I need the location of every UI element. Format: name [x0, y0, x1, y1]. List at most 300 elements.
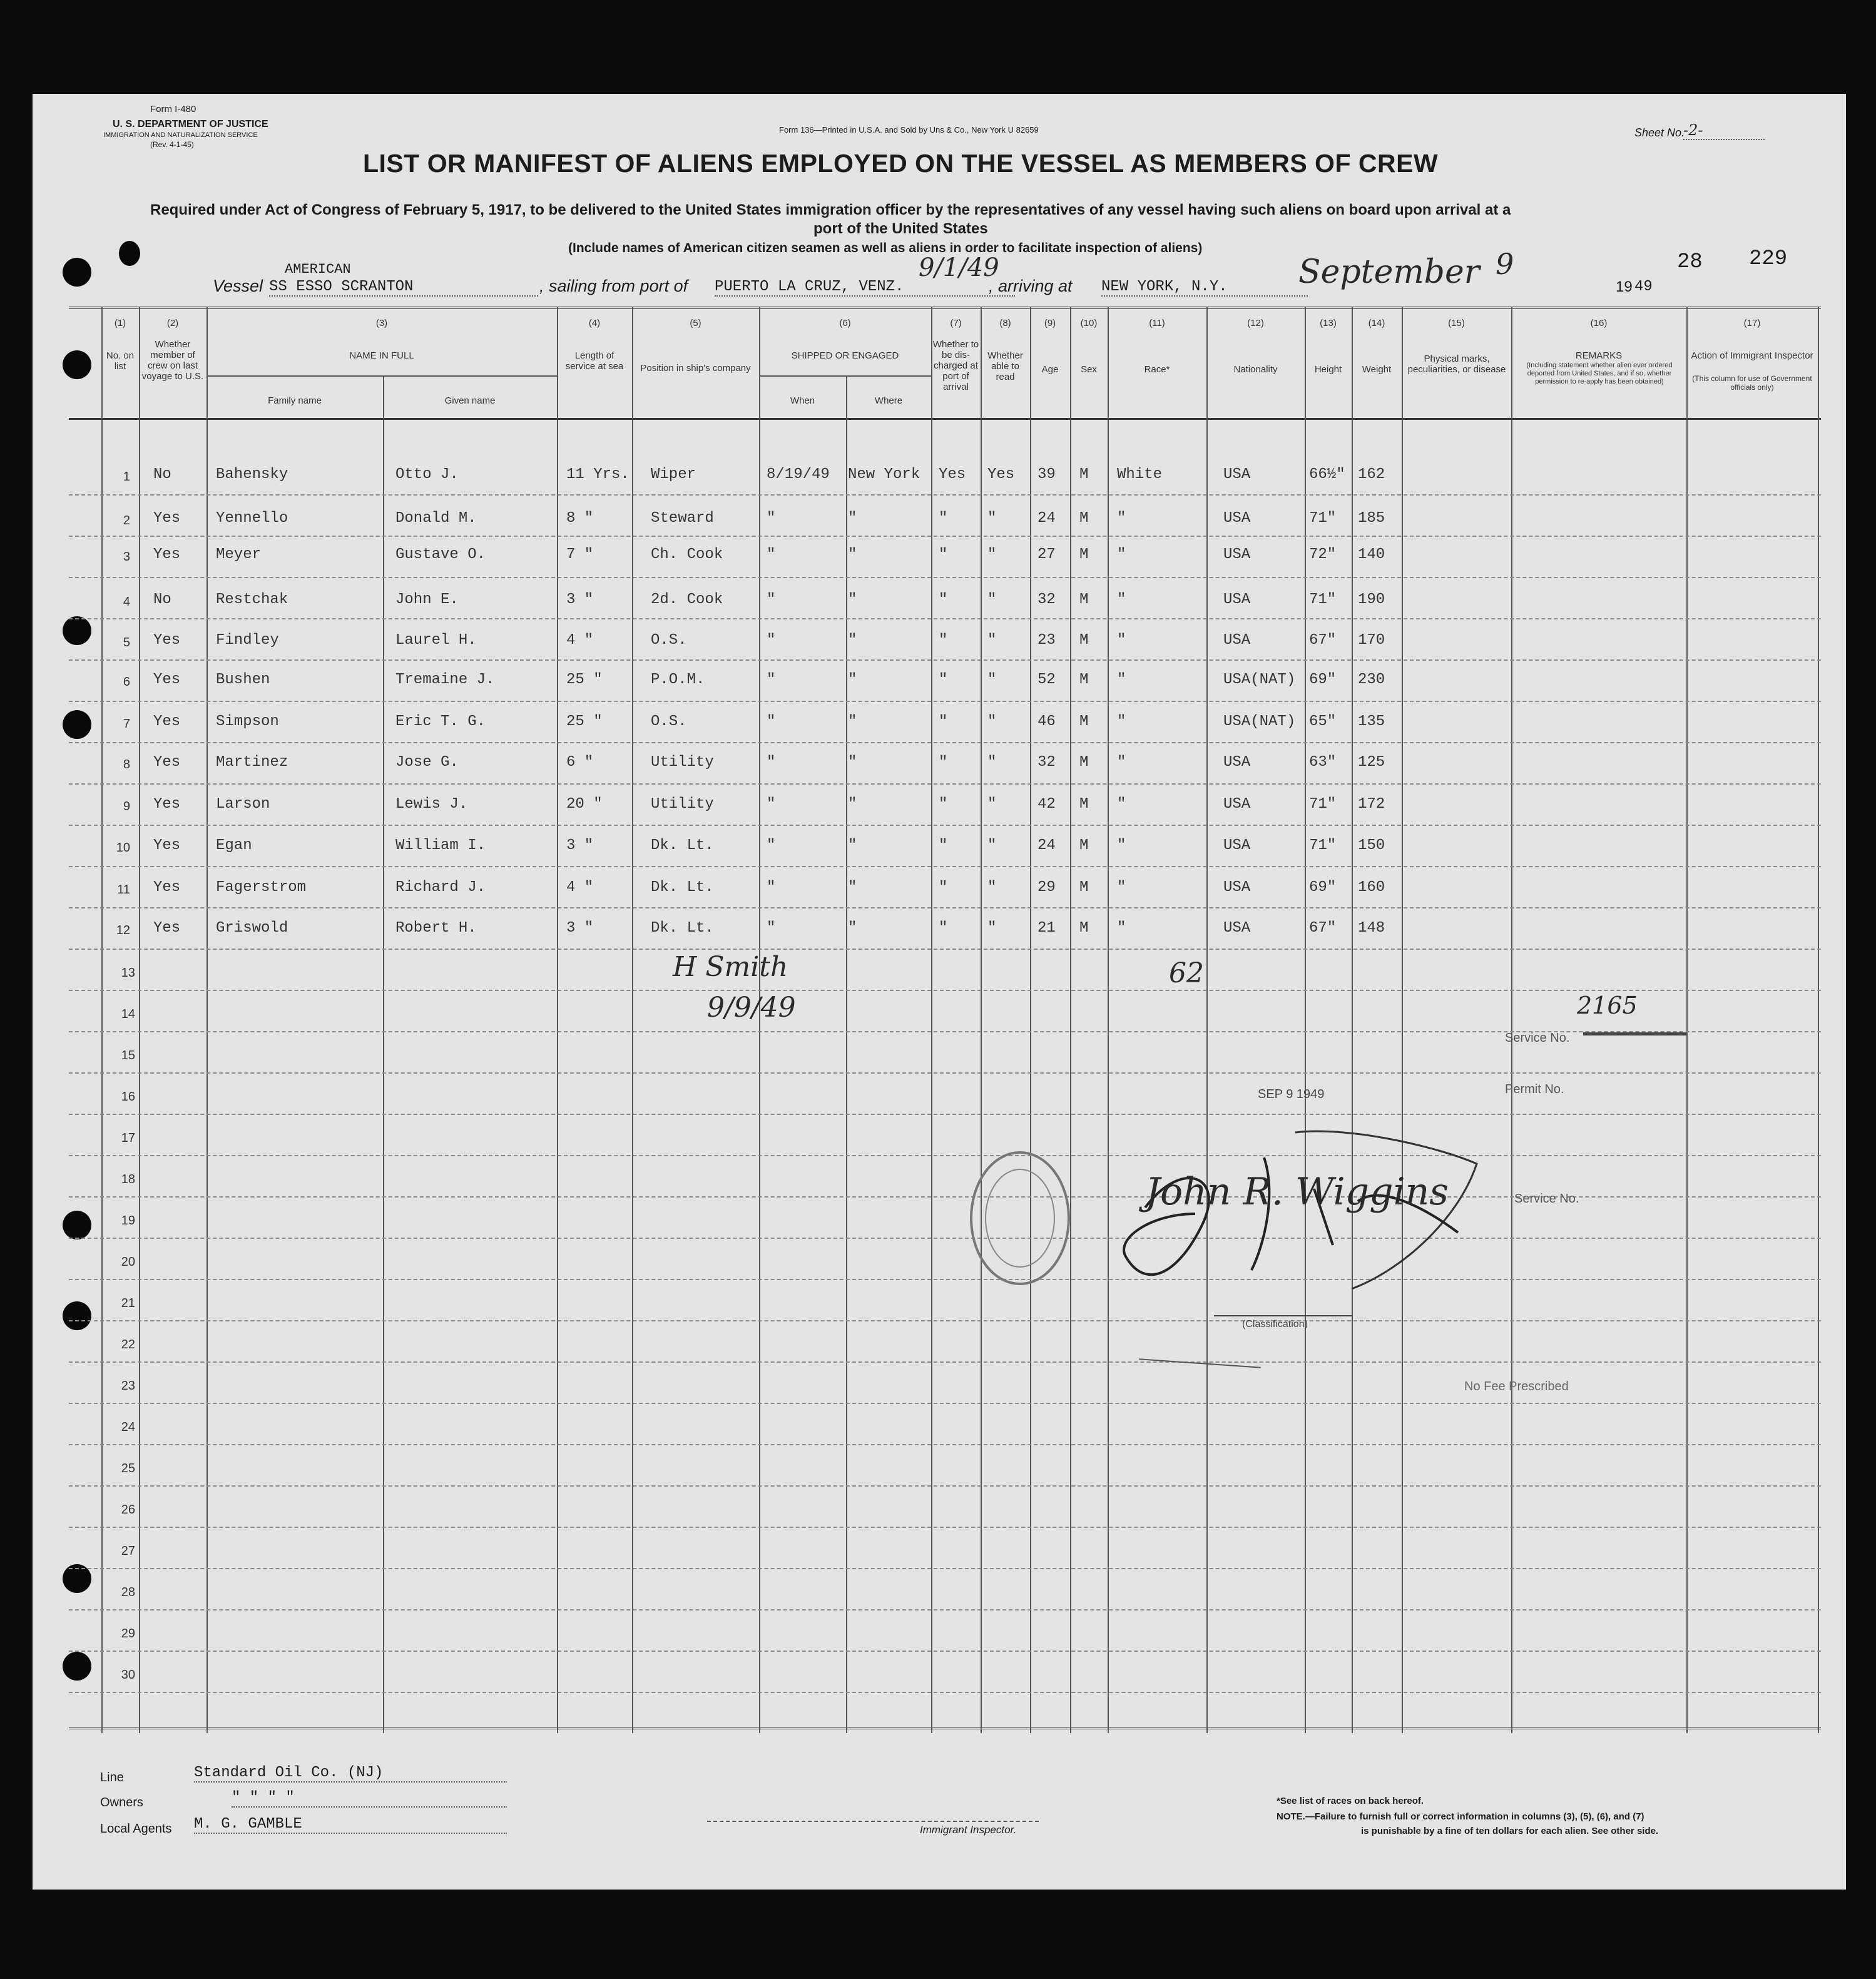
- col-num: (9): [1044, 318, 1056, 328]
- col-header-action: Action of Immigrant Inspector: [1691, 350, 1813, 361]
- cell-read: ": [987, 632, 997, 649]
- row-rule: [69, 1568, 1821, 1569]
- col-num: (3): [375, 318, 388, 328]
- cell-race: ": [1117, 796, 1126, 813]
- cell-read: ": [987, 837, 997, 854]
- col-num: (12): [1247, 318, 1264, 328]
- cell-weight: 140: [1358, 546, 1385, 563]
- cell-race: ": [1117, 879, 1126, 896]
- cell-when: ": [767, 713, 776, 730]
- col-num: (2): [166, 318, 179, 328]
- table-bottom-rule: [69, 1727, 1821, 1729]
- row-rule: [69, 1692, 1821, 1693]
- cell-race: ": [1117, 546, 1126, 563]
- col-header-race: Race*: [1144, 364, 1170, 375]
- cell-where: New York: [848, 466, 920, 483]
- cell-service: 20 ": [566, 796, 603, 813]
- row-number: 28: [121, 1585, 135, 1599]
- cell-disch: ": [939, 546, 948, 563]
- row-number: 23: [121, 1379, 135, 1393]
- cell-weight: 135: [1358, 713, 1385, 730]
- row-number: 24: [121, 1420, 135, 1434]
- cell-prev: Yes: [153, 920, 181, 937]
- row-rule: [69, 1485, 1821, 1487]
- cell-no: 1: [123, 470, 130, 484]
- cell-sex: M: [1079, 466, 1089, 483]
- col-rule: [139, 307, 140, 1733]
- row-number: 30: [121, 1668, 135, 1682]
- row-number: 14: [121, 1007, 135, 1021]
- cell-when: ": [767, 546, 776, 563]
- col-header-family: Family name: [268, 395, 322, 406]
- row-rule: [69, 1320, 1821, 1321]
- punch-hole: [63, 1211, 91, 1239]
- cell-no: 7: [123, 717, 130, 731]
- col-header-service: Length of service at sea: [565, 350, 624, 372]
- cell-given: John E.: [395, 591, 459, 608]
- cell-service: 3 ": [566, 591, 594, 608]
- cell-disch: ": [939, 796, 948, 813]
- col-rule: [1030, 307, 1031, 1733]
- cell-disch: ": [939, 754, 948, 771]
- cell-race: White: [1117, 466, 1163, 483]
- form-number: Form I-480: [150, 104, 196, 114]
- cell-family: Griswold: [216, 920, 288, 937]
- cell-family: Restchak: [216, 591, 288, 608]
- row-rule: [69, 1527, 1821, 1528]
- col-header-shipped: SHIPPED OR ENGAGED: [791, 350, 899, 361]
- cell-when: ": [767, 632, 776, 649]
- cell-sex: M: [1079, 713, 1089, 730]
- cell-position: Utility: [651, 796, 714, 813]
- cell-race: ": [1117, 671, 1126, 688]
- cell-family: Martinez: [216, 754, 288, 771]
- department: U. S. DEPARTMENT OF JUSTICE: [113, 119, 268, 130]
- arrival-year: 49: [1634, 278, 1653, 295]
- sheet-number: -2-: [1683, 121, 1765, 140]
- cell-prev: Yes: [153, 754, 181, 771]
- row-number: 22: [121, 1338, 135, 1351]
- cell-sex: M: [1079, 796, 1089, 813]
- owners-label: Owners: [100, 1796, 143, 1809]
- cell-height: 71": [1309, 591, 1337, 608]
- cell-prev: Yes: [153, 796, 181, 813]
- cell-prev: Yes: [153, 632, 181, 649]
- cell-weight: 148: [1358, 920, 1385, 937]
- cell-no: 12: [116, 923, 130, 937]
- col-header-weight: Weight: [1362, 364, 1392, 375]
- col-rule: [557, 307, 558, 1733]
- manifest-subtitle-3: (Include names of American citizen seamen as well as aliens in order to facilitate inspection of aliens): [568, 241, 1203, 255]
- cell-position: Utility: [651, 754, 714, 771]
- cell-position: Wiper: [651, 466, 696, 483]
- service-name: IMMIGRATION AND NATURALIZATION SERVICE: [103, 131, 258, 139]
- row-rule: [69, 907, 1821, 908]
- cell-sex: M: [1079, 754, 1089, 771]
- cell-where: ": [848, 754, 857, 771]
- cell-family: Yennello: [216, 510, 288, 527]
- col-num: (15): [1448, 318, 1465, 328]
- cell-height: 63": [1309, 754, 1337, 771]
- line-label: Line: [100, 1771, 124, 1784]
- col-rule: [1206, 307, 1208, 1733]
- col-rule: [1108, 307, 1109, 1733]
- punch-hole: [63, 1301, 91, 1330]
- col-rule: [206, 307, 208, 1733]
- col-header-physical: Physical marks, peculiarities, or disease: [1407, 354, 1506, 375]
- col-header-where: Where: [874, 395, 903, 406]
- cell-race: ": [1117, 632, 1126, 649]
- cell-family: Bushen: [216, 671, 270, 688]
- manifest-subtitle: Required under Act of Congress of February 5, 1917, to be delivered to the United States immigration officer by the representatives of any vessel having such aliens on board upon arrival at a: [150, 201, 1511, 218]
- row-rule: [69, 659, 1821, 661]
- cell-age: 39: [1037, 466, 1056, 483]
- cell-where: ": [848, 632, 857, 649]
- row-number: 21: [121, 1296, 135, 1310]
- cell-age: 29: [1037, 879, 1056, 896]
- cell-given: Tremaine J.: [395, 671, 495, 688]
- col-header-nationality: Nationality: [1233, 364, 1278, 375]
- cell-nat: USA(NAT): [1223, 713, 1296, 730]
- cell-read: ": [987, 546, 997, 563]
- year-prefix: 19: [1616, 278, 1633, 295]
- cell-given: Jose G.: [395, 754, 459, 771]
- sailing-date: 9/1/49: [919, 253, 999, 282]
- cell-disch: ": [939, 632, 948, 649]
- col-rule: [981, 307, 982, 1733]
- row-rule: [69, 536, 1821, 537]
- cell-when: ": [767, 671, 776, 688]
- cell-read: ": [987, 713, 997, 730]
- col-header-discharged: Whether to be dis-charged at port of arrival: [932, 339, 979, 392]
- cell-position: Dk. Lt.: [651, 879, 714, 896]
- col-header-no: No. on list: [106, 350, 135, 372]
- cell-weight: 160: [1358, 879, 1385, 896]
- cell-weight: 190: [1358, 591, 1385, 608]
- arrival-day: 9: [1496, 247, 1514, 281]
- cell-when: ": [767, 920, 776, 937]
- cell-height: 65": [1309, 713, 1337, 730]
- punch-hole: [63, 350, 91, 379]
- cell-age: 27: [1037, 546, 1056, 563]
- col-num: (10): [1080, 318, 1098, 328]
- cell-service: 3 ": [566, 920, 594, 937]
- file-number-2: 229: [1749, 247, 1788, 271]
- cell-where: ": [848, 837, 857, 854]
- cell-family: Findley: [216, 632, 279, 649]
- col-header-remarks-note: (Including statement whether alien ever ordered deported from United States, and if so, whether permission to re-apply has been obtained): [1526, 362, 1673, 385]
- col-num: (6): [839, 318, 851, 328]
- cell-nat: USA: [1223, 466, 1251, 483]
- cell-prev: Yes: [153, 713, 181, 730]
- fine-note-2: is punishable by a fine of ten dollars for each alien. See other side.: [1361, 1826, 1659, 1836]
- cell-sex: M: [1079, 837, 1089, 854]
- inspector-signature-graphic: [1108, 1120, 1489, 1308]
- cell-where: ": [848, 796, 857, 813]
- punch-hole: [119, 241, 140, 266]
- cell-no: 10: [116, 841, 130, 855]
- sailing-label: , sailing from port of: [539, 277, 688, 295]
- col-num: (16): [1590, 318, 1608, 328]
- cell-sex: M: [1079, 591, 1089, 608]
- row-rule: [69, 1238, 1821, 1239]
- remark-number: 2165: [1577, 992, 1638, 1019]
- inspector-initials: H Smith: [673, 951, 788, 983]
- cell-read: ": [987, 510, 997, 527]
- cell-age: 32: [1037, 591, 1056, 608]
- row-number: 20: [121, 1255, 135, 1269]
- cell-nat: USA: [1223, 920, 1251, 937]
- cell-no: 9: [123, 800, 130, 813]
- cell-no: 8: [123, 758, 130, 771]
- cell-family: Bahensky: [216, 466, 288, 483]
- cell-prev: No: [153, 591, 171, 608]
- cell-race: ": [1117, 713, 1126, 730]
- row-rule: [69, 1609, 1821, 1610]
- cell-age: 21: [1037, 920, 1056, 937]
- cell-position: O.S.: [651, 713, 687, 730]
- row-rule: [69, 494, 1821, 496]
- cell-family: Simpson: [216, 713, 279, 730]
- cell-when: ": [767, 796, 776, 813]
- cell-height: 72": [1309, 546, 1337, 563]
- cell-where: ": [848, 920, 857, 937]
- row-number: 27: [121, 1544, 135, 1558]
- cell-disch: ": [939, 920, 948, 937]
- signature-underline: [1214, 1315, 1352, 1316]
- cell-position: Steward: [651, 510, 714, 527]
- cell-height: 66½": [1309, 466, 1345, 483]
- cell-nat: USA: [1223, 837, 1251, 854]
- row-number: 29: [121, 1627, 135, 1641]
- no-fee-note: No Fee Prescribed: [1464, 1380, 1569, 1393]
- row-number: 25: [121, 1462, 135, 1475]
- cell-prev: Yes: [153, 546, 181, 563]
- cell-when: ": [767, 879, 776, 896]
- col-num: (13): [1320, 318, 1337, 328]
- cell-position: 2d. Cook: [651, 591, 723, 608]
- col-num: (11): [1149, 318, 1165, 328]
- line-value: Standard Oil Co. (NJ): [194, 1764, 507, 1783]
- cell-prev: No: [153, 466, 171, 483]
- cell-service: 4 ": [566, 632, 594, 649]
- row-number: 15: [121, 1049, 135, 1062]
- cell-prev: Yes: [153, 671, 181, 688]
- cell-family: Egan: [216, 837, 252, 854]
- cell-disch: ": [939, 591, 948, 608]
- manifest-title: LIST OR MANIFEST OF ALIENS EMPLOYED ON THE VESSEL AS MEMBERS OF CREW: [363, 149, 1439, 178]
- cell-read: ": [987, 796, 997, 813]
- cell-when: ": [767, 591, 776, 608]
- inspector-signature-line: [707, 1821, 1039, 1822]
- cell-height: 69": [1309, 879, 1337, 896]
- cell-nat: USA: [1223, 754, 1251, 771]
- cell-sex: M: [1079, 879, 1089, 896]
- col-num: (7): [950, 318, 962, 328]
- cell-where: ": [848, 591, 857, 608]
- row-number: 13: [121, 966, 135, 980]
- cell-weight: 125: [1358, 754, 1385, 771]
- arriving-label: , arriving at: [989, 277, 1073, 295]
- cell-where: ": [848, 546, 857, 563]
- cell-where: ": [848, 510, 857, 527]
- cell-no: 6: [123, 675, 130, 689]
- cell-given: Robert H.: [395, 920, 477, 937]
- col-rule: [846, 375, 847, 1733]
- col-rule: [1511, 307, 1512, 1733]
- cell-service: 25 ": [566, 713, 603, 730]
- cell-no: 5: [123, 636, 130, 649]
- cell-weight: 185: [1358, 510, 1385, 527]
- cell-height: 71": [1309, 796, 1337, 813]
- col-rule: [1305, 307, 1306, 1733]
- row-rule: [69, 949, 1821, 950]
- cell-disch: Yes: [939, 466, 966, 483]
- fine-note: NOTE.—Failure to furnish full or correct information in columns (3), (5), (6), and (7): [1277, 1811, 1644, 1822]
- cell-nat: USA(NAT): [1223, 671, 1296, 688]
- cell-race: ": [1117, 591, 1126, 608]
- row-rule: [69, 1651, 1821, 1652]
- cell-family: Larson: [216, 796, 270, 813]
- cell-where: ": [848, 713, 857, 730]
- row-number: 19: [121, 1214, 135, 1228]
- cell-nat: USA: [1223, 510, 1251, 527]
- punch-hole: [63, 258, 91, 287]
- cell-age: 42: [1037, 796, 1056, 813]
- row-number: 26: [121, 1503, 135, 1517]
- cell-read: ": [987, 879, 997, 896]
- col-header-read: Whether able to read: [987, 350, 1023, 382]
- col-header-age: Age: [1041, 364, 1059, 375]
- cell-height: 69": [1309, 671, 1337, 688]
- row-rule: [69, 742, 1821, 743]
- name-subrule: [206, 375, 557, 377]
- service-no-label-2: Service No.: [1514, 1192, 1579, 1206]
- cell-height: 71": [1309, 837, 1337, 854]
- printer-line: Form 136—Printed in U.S.A. and Sold by Uns & Co., New York U 82659: [779, 125, 1039, 135]
- cell-height: 67": [1309, 632, 1337, 649]
- row-rule: [69, 701, 1821, 702]
- cell-position: Ch. Cook: [651, 546, 723, 563]
- cell-given: Richard J.: [395, 879, 486, 896]
- table-header-rule: [69, 418, 1821, 420]
- inspector-signature: John R. Wiggins: [1145, 1170, 1449, 1214]
- col-num: (8): [999, 318, 1011, 328]
- vessel-name: SS ESSO SCRANTON: [269, 278, 538, 297]
- cell-sex: M: [1079, 632, 1089, 649]
- row-rule: [69, 866, 1821, 867]
- col-num: (5): [690, 318, 701, 328]
- punch-hole: [63, 1652, 91, 1681]
- arrival-month: September: [1298, 253, 1480, 291]
- cell-no: 2: [123, 514, 130, 527]
- cell-race: ": [1117, 837, 1126, 854]
- col-rule: [1402, 307, 1403, 1733]
- cell-race: ": [1117, 510, 1126, 527]
- col-num: (17): [1743, 318, 1761, 328]
- table-top-rule: [69, 307, 1821, 309]
- cell-service: 4 ": [566, 879, 594, 896]
- col-rule: [1352, 307, 1353, 1733]
- cell-sex: M: [1079, 671, 1089, 688]
- cell-when: 8/19/49: [767, 466, 830, 483]
- col-header-action-note: (This column for use of Government officials only): [1692, 374, 1812, 392]
- service-no-label: Service No.: [1505, 1031, 1570, 1045]
- cell-race: ": [1117, 754, 1126, 771]
- cell-when: ": [767, 510, 776, 527]
- classification-label: (Classification): [1242, 1319, 1308, 1330]
- service-no-line: [1583, 1032, 1686, 1035]
- row-rule: [69, 1155, 1821, 1156]
- cell-family: Meyer: [216, 546, 262, 563]
- col-num: (4): [588, 318, 601, 328]
- cell-disch: ": [939, 713, 948, 730]
- vessel-nationality: AMERICAN: [285, 262, 351, 277]
- cell-sex: M: [1079, 920, 1089, 937]
- cell-nat: USA: [1223, 879, 1251, 896]
- cell-nat: USA: [1223, 546, 1251, 563]
- row-rule: [69, 618, 1821, 619]
- sheet-label: Sheet No.: [1634, 126, 1685, 139]
- col-rule: [1070, 307, 1071, 1733]
- file-number-1: 28: [1677, 250, 1703, 274]
- cell-family: Fagerstrom: [216, 879, 307, 896]
- cell-weight: 170: [1358, 632, 1385, 649]
- punch-hole: [63, 710, 91, 739]
- agents-value: M. G. GAMBLE: [194, 1816, 507, 1834]
- cell-height: 67": [1309, 920, 1337, 937]
- cell-nat: USA: [1223, 591, 1251, 608]
- cell-service: 6 ": [566, 754, 594, 771]
- cell-service: 3 ": [566, 837, 594, 854]
- cell-nat: USA: [1223, 796, 1251, 813]
- cell-age: 24: [1037, 837, 1056, 854]
- cell-given: Eric T. G.: [395, 713, 486, 730]
- col-rule: [1818, 307, 1819, 1733]
- cell-disch: ": [939, 510, 948, 527]
- cell-prev: Yes: [153, 510, 181, 527]
- col-header-sex: Sex: [1081, 364, 1097, 375]
- cell-given: Gustave O.: [395, 546, 486, 563]
- cell-height: 71": [1309, 510, 1337, 527]
- col-header-prev-voyage: Whether member of crew on last voyage to U.S.: [141, 339, 204, 382]
- cell-position: Dk. Lt.: [651, 837, 714, 854]
- row-rule: [69, 1279, 1821, 1280]
- cell-nat: USA: [1223, 632, 1251, 649]
- col-rule: [931, 307, 932, 1733]
- cell-no: 11: [117, 883, 130, 897]
- row-number: 17: [121, 1131, 135, 1145]
- row-rule: [69, 825, 1821, 826]
- departure-port: PUERTO LA CRUZ, VENZ.: [715, 278, 1015, 297]
- cell-race: ": [1117, 920, 1126, 937]
- cell-given: Laurel H.: [395, 632, 477, 649]
- cell-position: Dk. Lt.: [651, 920, 714, 937]
- row-rule: [69, 783, 1821, 785]
- cell-given: Lewis J.: [395, 796, 468, 813]
- row-rule: [69, 1114, 1821, 1115]
- cell-service: 11 Yrs.: [566, 466, 630, 483]
- cell-weight: 230: [1358, 671, 1385, 688]
- cell-read: ": [987, 591, 997, 608]
- revision: (Rev. 4-1-45): [150, 140, 194, 149]
- punch-hole: [63, 616, 91, 645]
- official-seal: [967, 1148, 1073, 1289]
- manifest-subtitle-2: port of the United States: [813, 220, 988, 237]
- races-note: *See list of races on back hereof.: [1277, 1796, 1424, 1806]
- col-header-name: NAME IN FULL: [349, 350, 414, 361]
- cell-prev: Yes: [153, 879, 181, 896]
